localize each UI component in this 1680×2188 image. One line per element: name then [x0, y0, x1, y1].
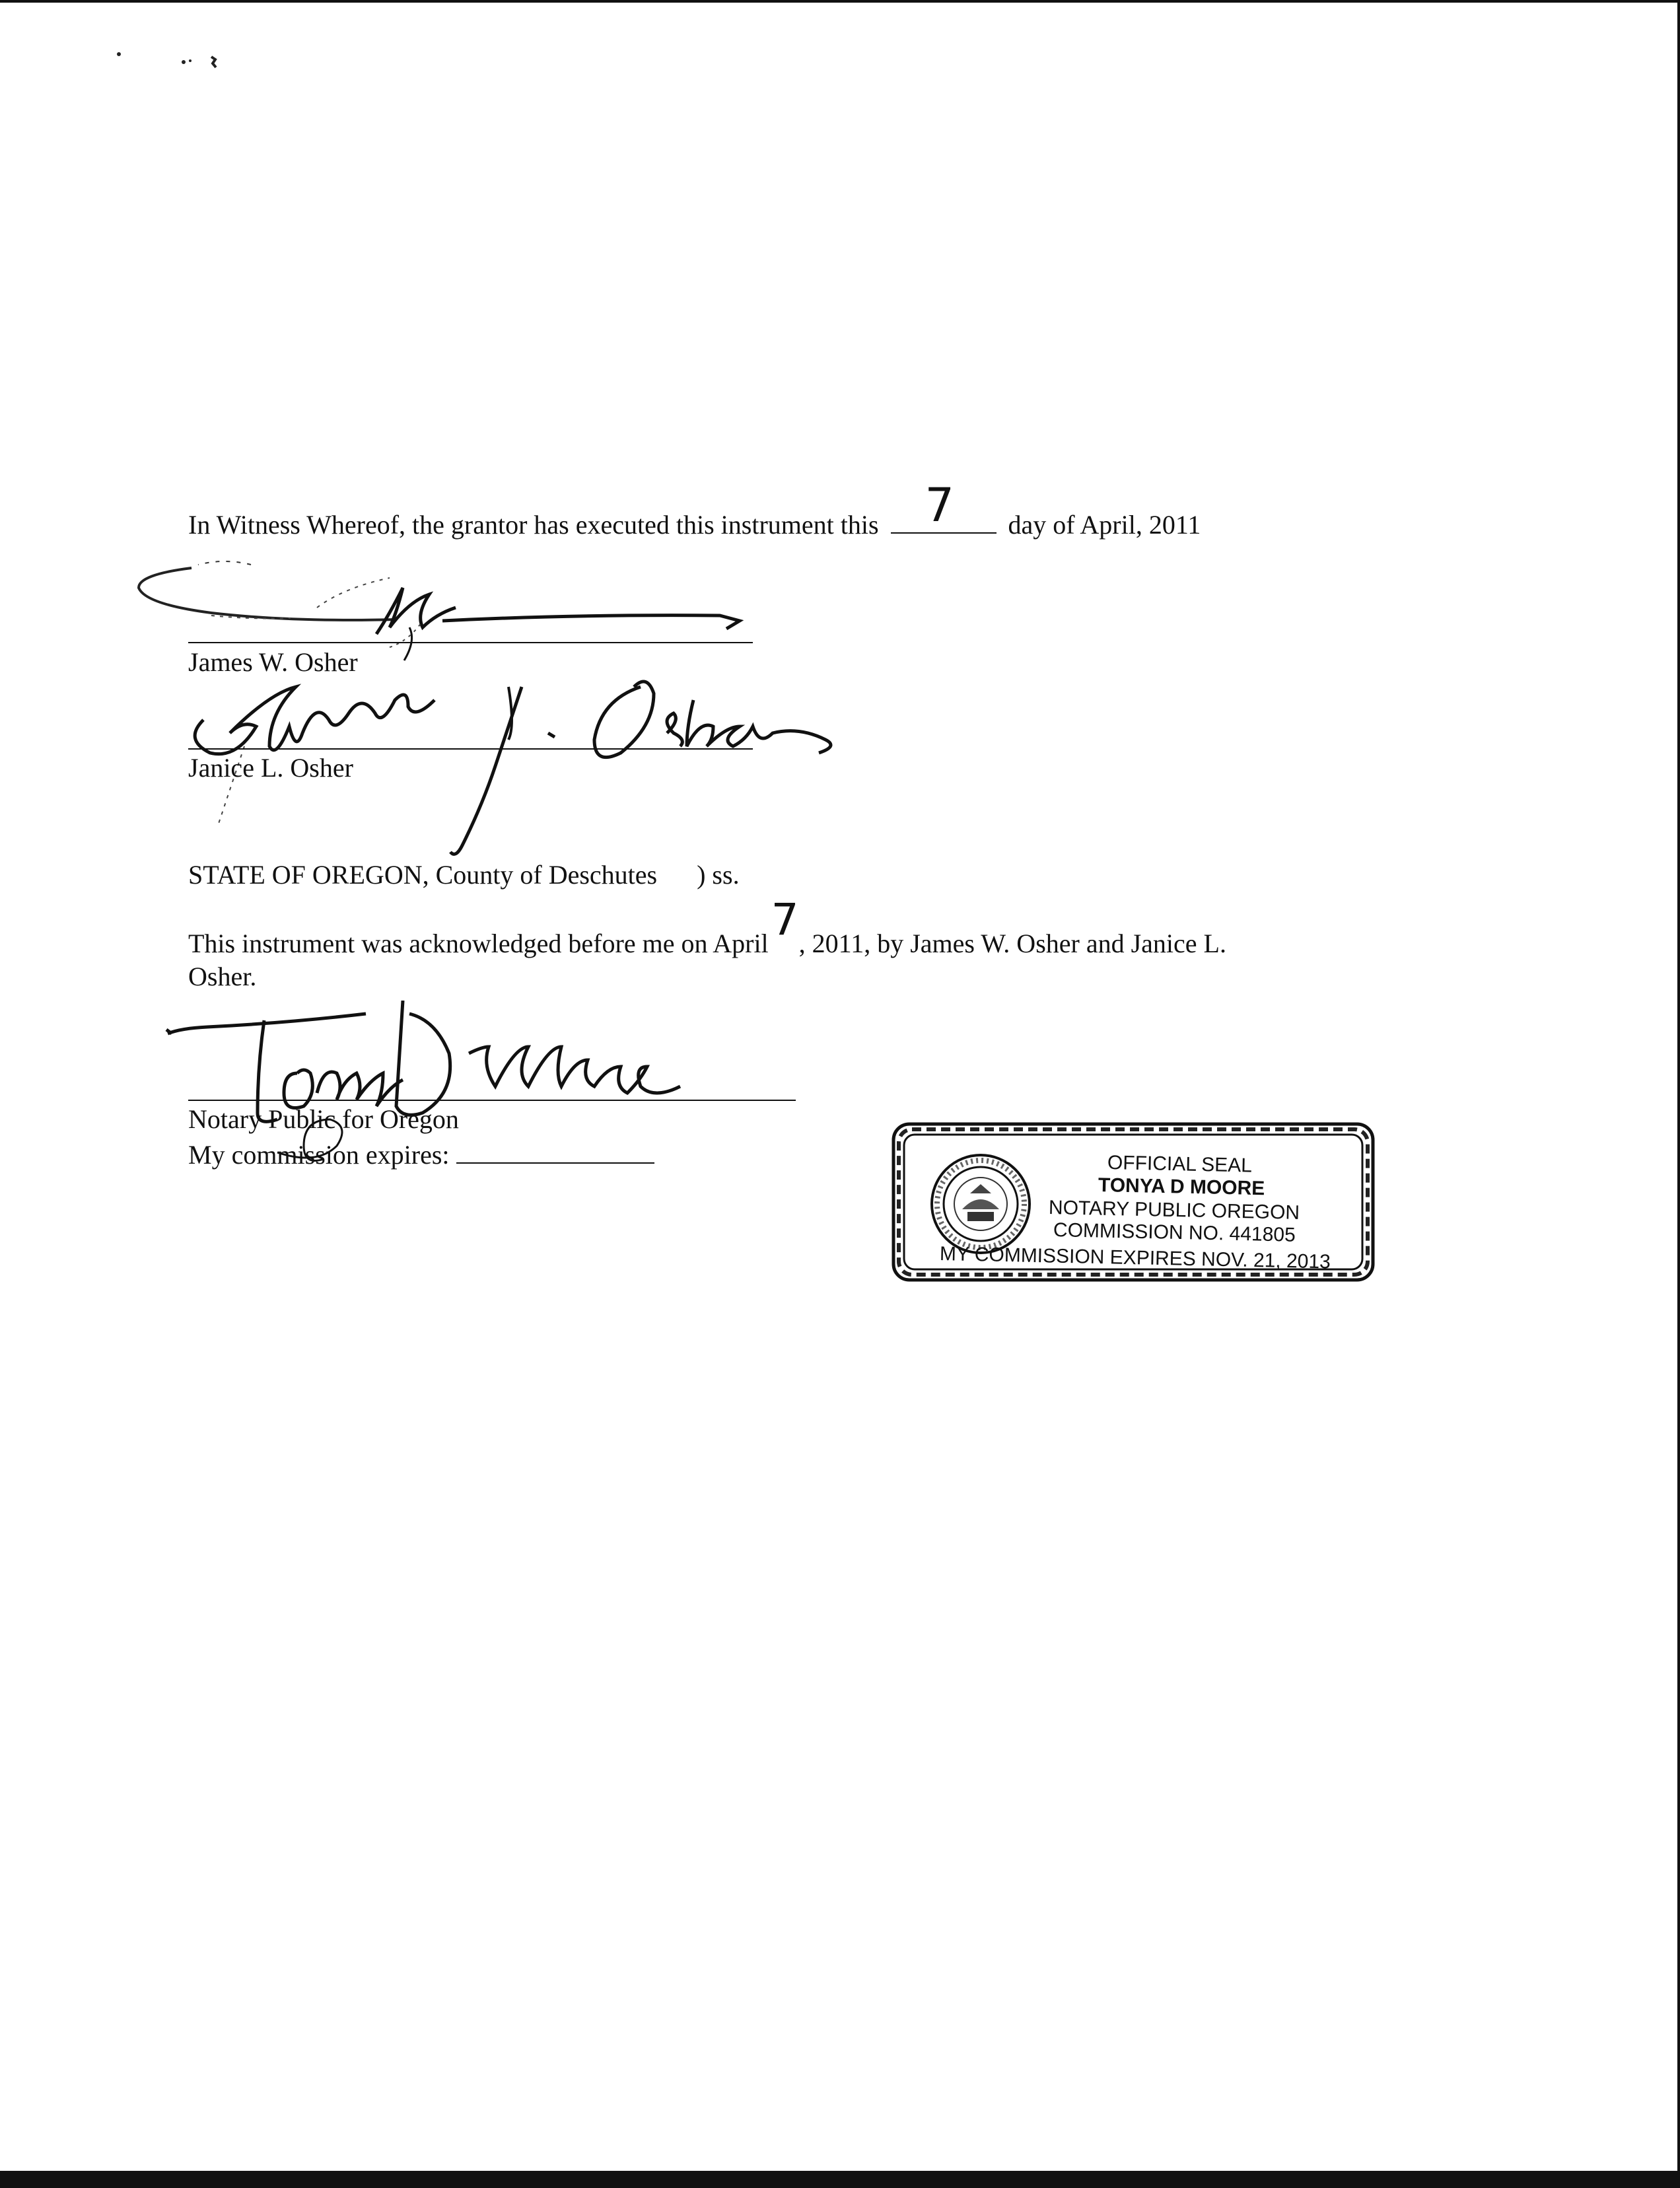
- state-of-oregon-emblem: [928, 1151, 1033, 1257]
- witness-clause-suffix: day of April, 2011: [1008, 510, 1201, 540]
- page-border-bottom: [0, 2171, 1680, 2188]
- acknowledgment-day-slot: [771, 894, 799, 952]
- acknowledgment-clause: [188, 894, 1226, 959]
- acknowledgment-continuation: Osher.: [188, 962, 257, 991]
- commission-expiry-label: My commission expires:: [188, 1140, 450, 1170]
- signatory-name-james: James W. Osher: [188, 647, 358, 677]
- page-border-right: [1677, 0, 1680, 2188]
- seal-line-notary-public: NOTARY PUBLIC OREGON: [1048, 1197, 1300, 1224]
- signature-line-janice: [188, 748, 753, 750]
- page-border-top: [0, 0, 1680, 3]
- signatory-name-janice: Janice L. Osher: [188, 753, 353, 783]
- acknowledgment-day-handwritten: 7: [771, 894, 799, 945]
- commission-expiry-blank: [456, 1139, 654, 1164]
- notary-seal-stamp: [888, 1115, 1385, 1293]
- signature-line-notary: [188, 1100, 796, 1101]
- venue-line: [188, 860, 740, 890]
- witness-day-blank: [891, 478, 997, 534]
- commission-expiry-line: [188, 1139, 654, 1170]
- scan-specks: [112, 46, 231, 73]
- acknowledgment-suffix: , 2011, by James W. Osher and Janice L.: [798, 929, 1226, 958]
- venue-ss: ) ss.: [697, 860, 740, 890]
- signature-line-james: [188, 642, 753, 643]
- witness-clause-prefix: In Witness Whereof, the grantor has executed this instrument this: [188, 510, 879, 540]
- seal-line-notary-name: TONYA D MOORE: [1098, 1174, 1265, 1200]
- witness-day-handwritten: 7: [925, 478, 955, 532]
- seal-line-official-seal: OFFICIAL SEAL: [1107, 1152, 1253, 1177]
- notary-title: Notary Public for Oregon: [188, 1104, 459, 1134]
- acknowledgment-prefix: This instrument was acknowledged before me on April: [188, 929, 769, 958]
- seal-line-commission-expires: MY COMMISSION EXPIRES NOV. 21, 2013: [939, 1243, 1331, 1273]
- seal-line-commission-number: COMMISSION NO. 441805: [1053, 1219, 1296, 1246]
- venue-text: STATE OF OREGON, County of Deschutes: [188, 860, 658, 890]
